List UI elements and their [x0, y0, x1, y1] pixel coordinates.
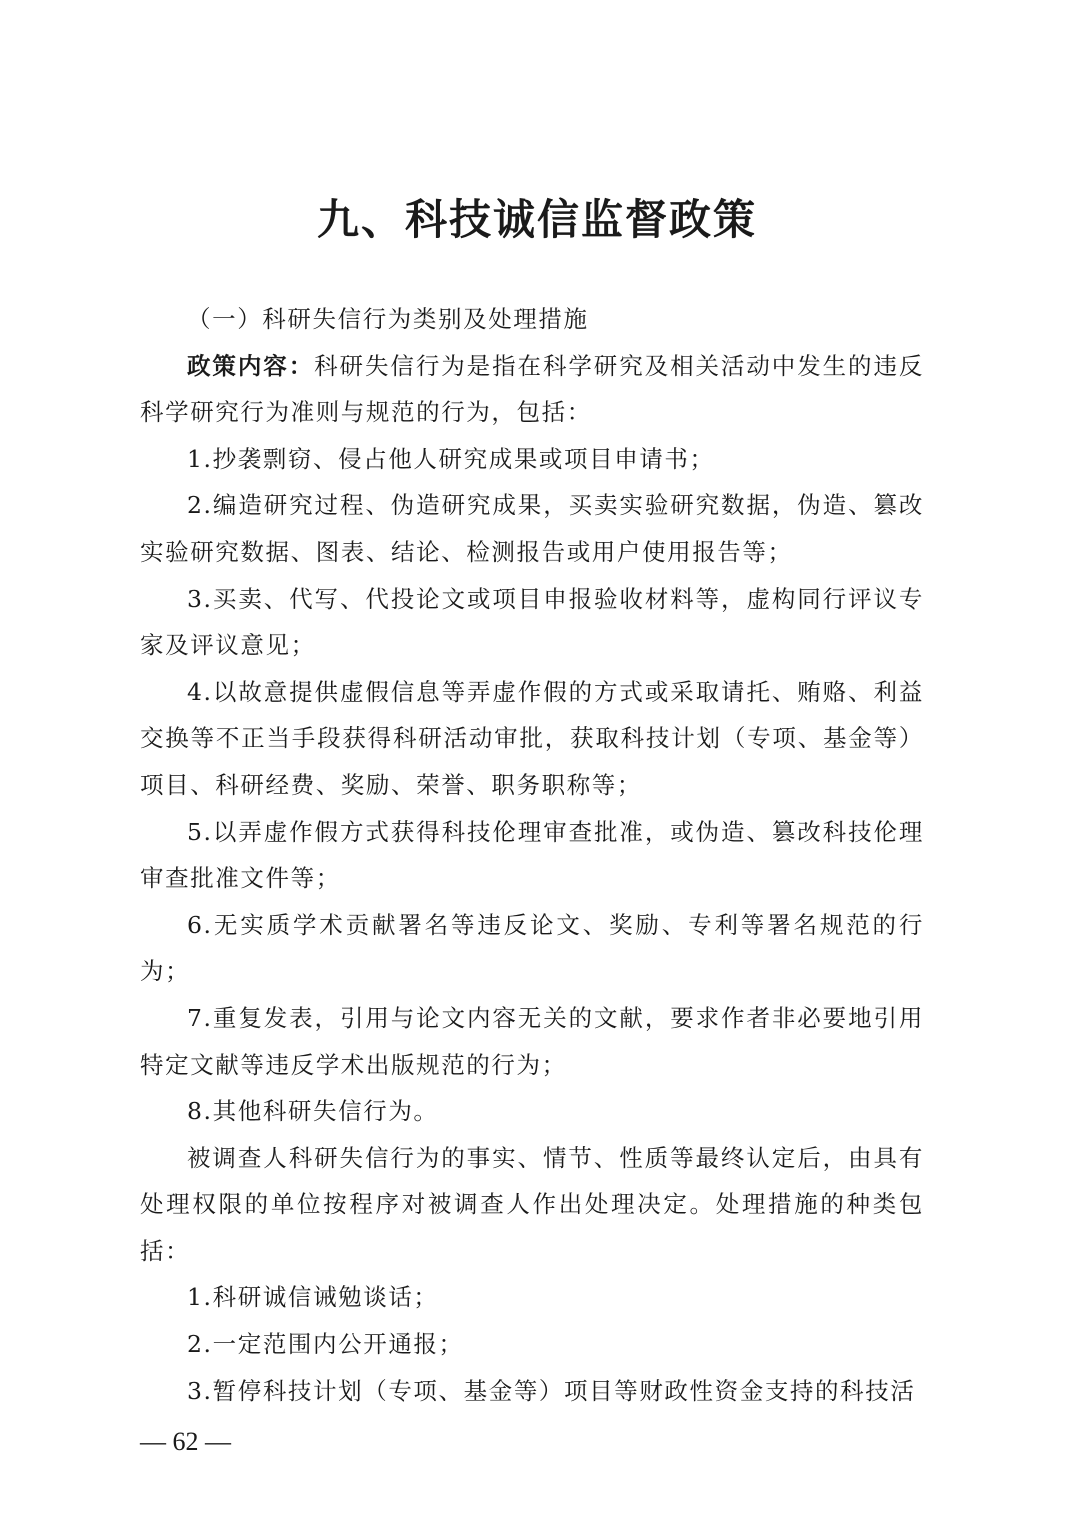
misconduct-item-6: 6.无实质学术贡献署名等违反论文、奖励、专利等署名规范的行为；	[140, 910, 924, 986]
misconduct-item-2: 2.编造研究过程、伪造研究成果，买卖实验研究数据，伪造、篡改实验研究数据、图表、结论、检测报告或用户使用报告等；	[140, 491, 924, 566]
policy-intro: 科研失信行为是指在科学研究及相关活动中发生的违反科学研究行为准则与规范的行为，包括：	[140, 351, 924, 427]
page-title: 九、科技诚信监督政策	[316, 195, 757, 244]
policy-paragraph	[140, 343, 924, 436]
measure-item-3: 3.暂停科技计划（专项、基金等）项目等财政性资金支持的科技活	[187, 1376, 916, 1405]
misconduct-item-1: 1.抄袭剽窃、侵占他人研究成果或项目申请书；	[187, 444, 715, 473]
misconduct-item-7: 7.重复发表，引用与论文内容无关的文献，要求作者非必要地引用特定文献等违反学术出版规范的行为；	[140, 1003, 924, 1079]
policy-lead: 政策内容：	[187, 351, 315, 380]
measure-item-2: 2.一定范围内公开通报；	[187, 1330, 464, 1359]
page-number: — 62 —	[140, 1427, 231, 1456]
misconduct-item-5: 5.以弄虚作假方式获得科技伦理审查批准，或伪造、篡改科技伦理审查批准文件等；	[140, 817, 924, 893]
misconduct-item-8: 8.其他科研失信行为。	[187, 1097, 439, 1126]
measure-item-1: 1.科研诚信诫勉谈话；	[187, 1283, 439, 1312]
misconduct-item-4: 4.以故意提供虚假信息等弄虚作假的方式或采取请托、贿赂、利益交换等不正当手段获得科研活动审批，获取科技计划（专项、基金等）项目、科研经费、奖励、荣誉、职务职称等；	[140, 677, 924, 799]
misconduct-item-3: 3.买卖、代写、代投论文或项目申报验收材料等，虚构同行评议专家及评议意见；	[140, 584, 924, 660]
body-text	[140, 296, 924, 1414]
handling-paragraph: 被调查人科研失信行为的事实、情节、性质等最终认定后，由具有处理权限的单位按程序对被调查人作出处理决定。处理措施的种类包括：	[140, 1143, 924, 1265]
section-heading: （一）科研失信行为类别及处理措施	[187, 305, 589, 333]
